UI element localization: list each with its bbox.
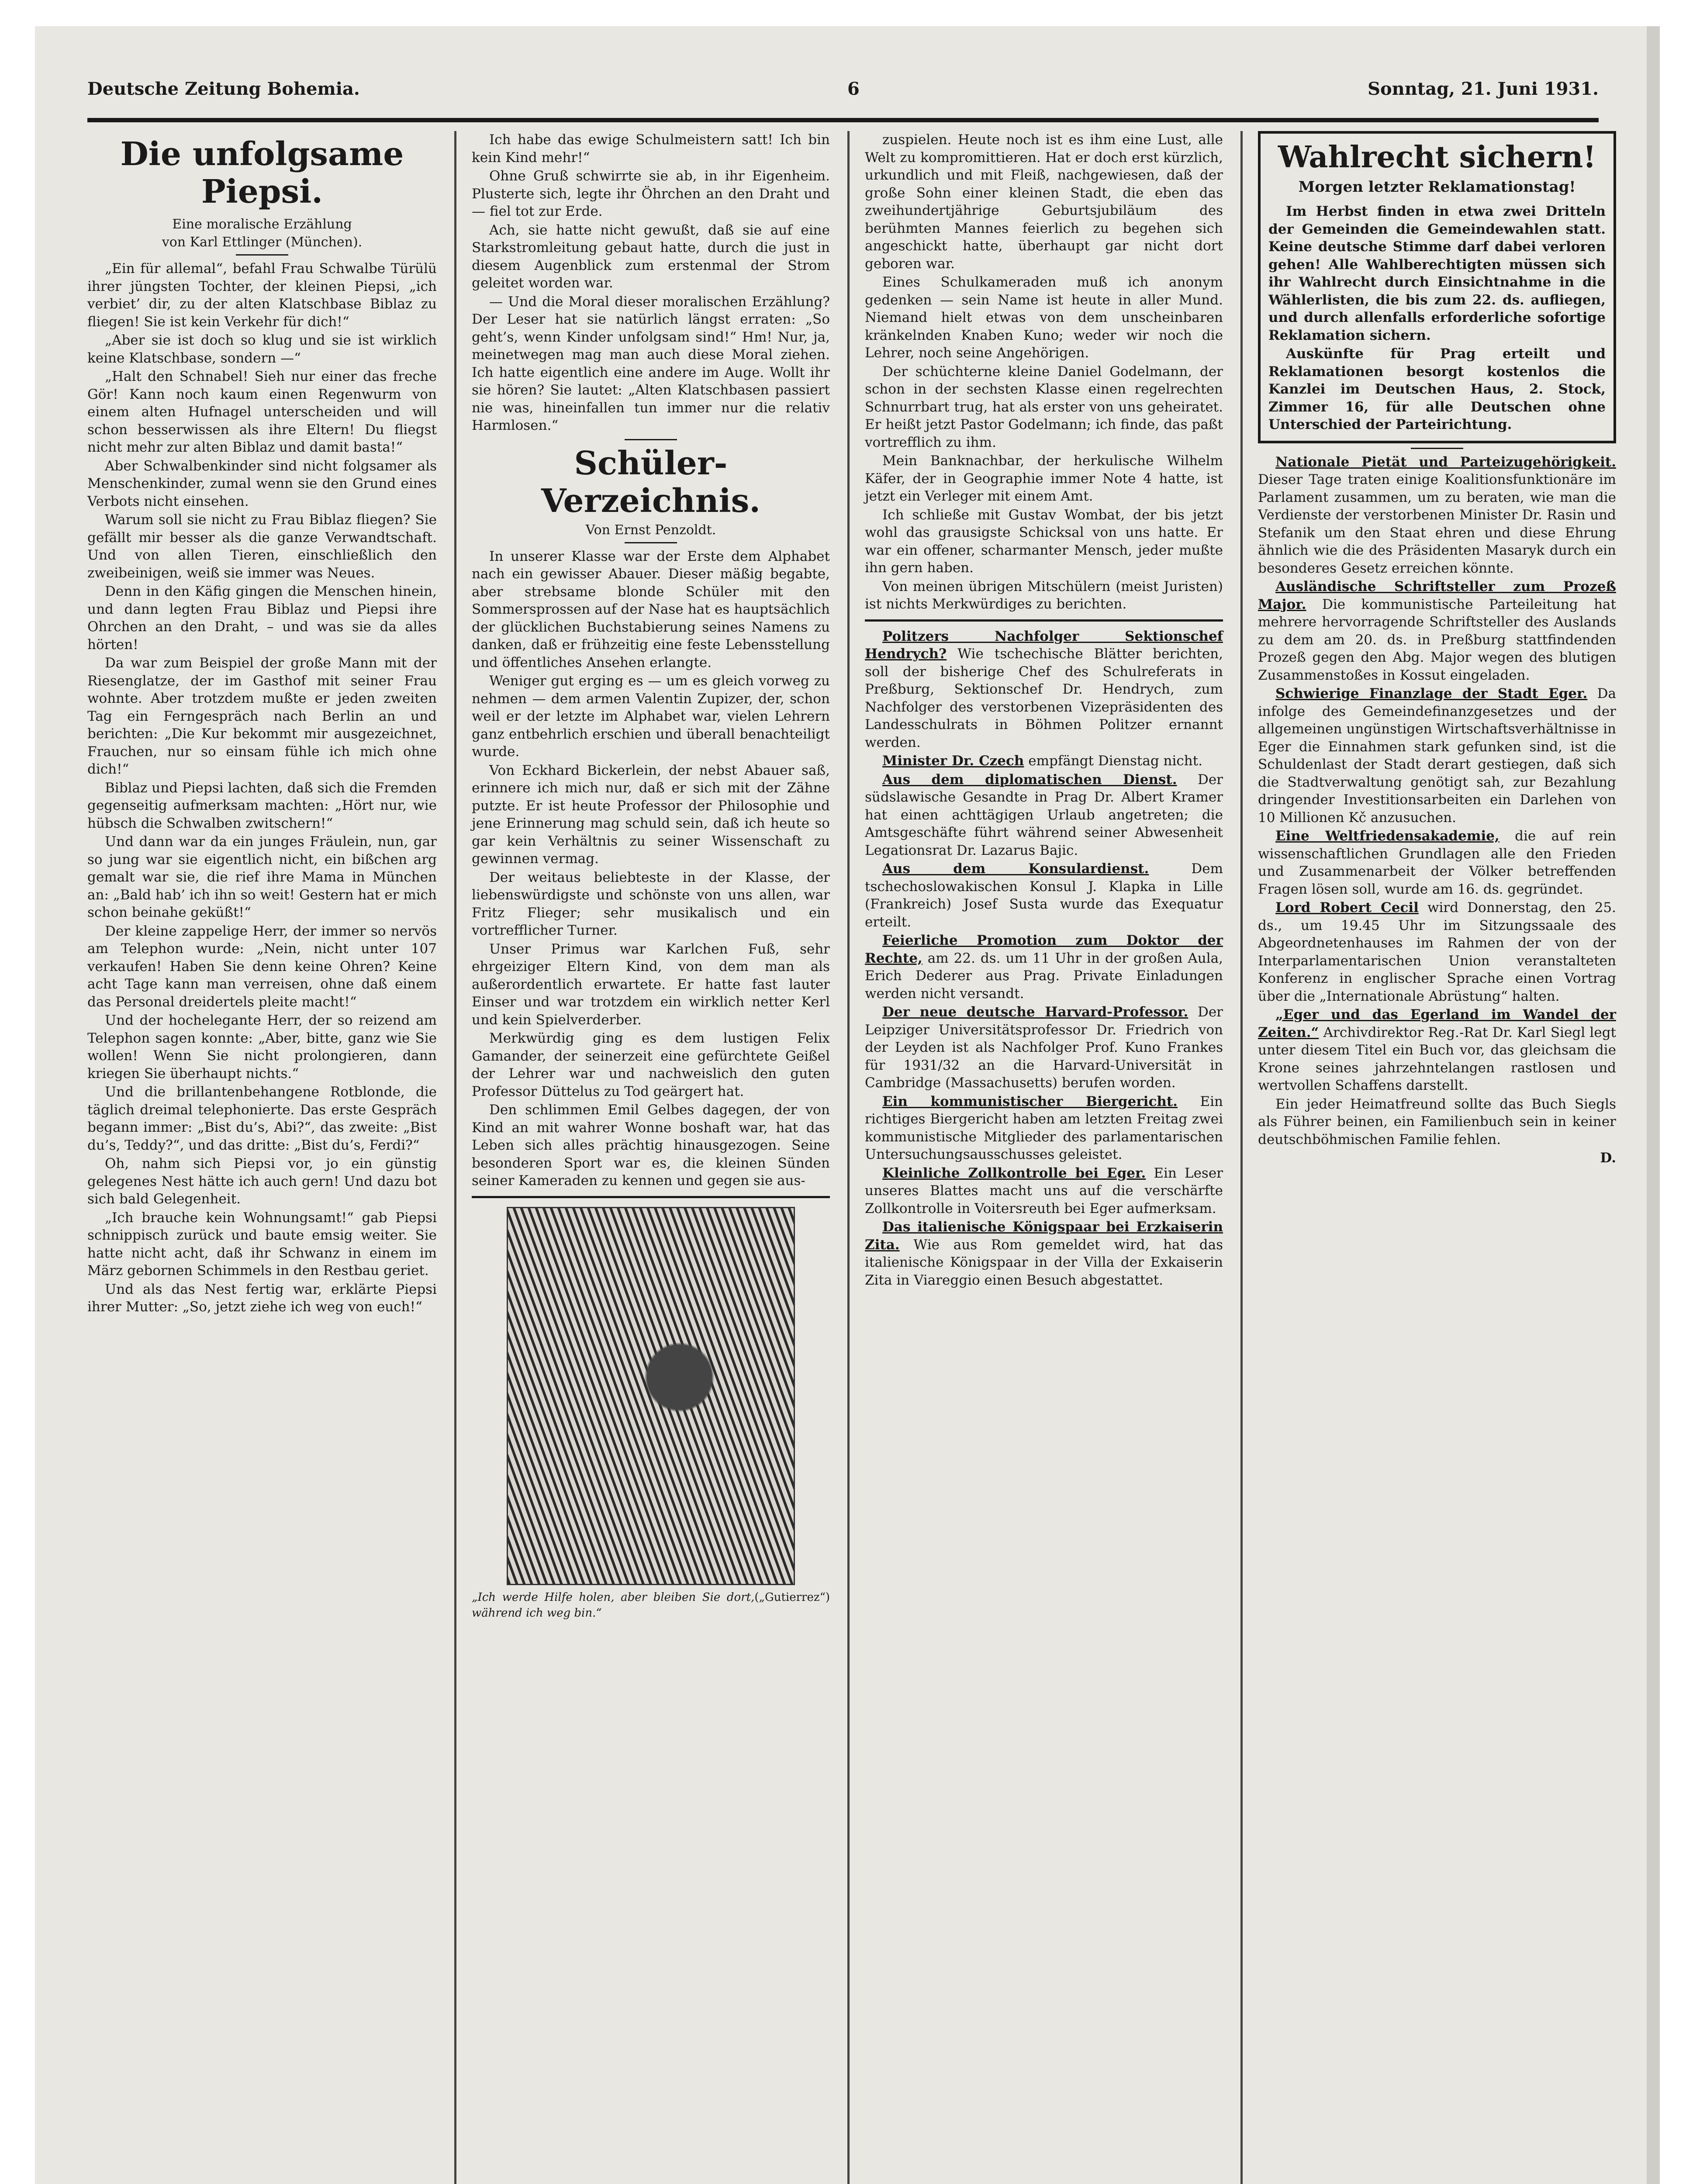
paragraph: Merkwürdig ging es dem lustigen Felix Gamander, der seinerzeit eine gefürchtete Geißel der Lehrer war und nachweislich den guten Professor Düttelus zu Tod geärgert hat. (472, 1030, 830, 1099)
article-body (87, 260, 437, 1316)
page-header (87, 70, 1599, 114)
cartoon-illustration (507, 1207, 795, 1585)
news-item (865, 752, 1223, 770)
divider (472, 1196, 830, 1198)
paragraph: „Halt den Schnabel! Sieh nur einer das freche Gör! Kann noch kaum einen Regenwurm von einem alten Hufnagel unterscheiden und will schon besserwissen als ihre Eltern! Du fliegst nicht mehr zur alten Biblaz und damit basta!“ (87, 369, 437, 455)
paragraph: Ich habe das ewige Schulmeistern satt! Ich bin kein Kind mehr!“ (472, 132, 830, 166)
paragraph: Und dann war da ein junges Fräulein, nun, gar so jung war sie eigentlich nicht, ein bißchen arg gemalt war sie, die rief ihre Mama in München an: „Bald hab’ ich ihn so weit! Gestern hat er mich schon beinahe geküßt!“ (87, 834, 437, 920)
paragraph: Da war zum Beispiel der große Mann mit der Riesenglatze, der im Gasthof mit seiner Frau wohnte. Aber trotzdem mußte er jeden zweiten Tag ein Ferngespräch nach Berlin an und berichten: „Die Kur bekommt mir ausgezeichnet, Frauchen, nur so einsam fühle ich mich ohne dich!“ (87, 655, 437, 777)
paragraph: Eines Schulkameraden muß ich anonym gedenken — sein Name ist heute in aller Mund. Niemand hielt etwas von dem unscheinbaren kränkelnden Knaben Kuno; weder wir noch die Lehrer, noch seine Angehörigen. (865, 274, 1223, 361)
announcement-subtitle: Morgen letzter Reklamationstag! (1298, 178, 1576, 196)
paragraph: Weniger gut erging es — um es gleich vorweg zu nehmen — dem armen Valentin Zupizer, der, schon weil er der letzte im Alphabet war, vielen Lehrern ganz entbehrlich erschien und überall benachteiligt wurde. (472, 673, 830, 760)
news-item (1258, 578, 1616, 684)
caption-credit: („Gutierrez“) (754, 1590, 830, 1604)
article-author: Von Ernst Penzoldt. (585, 522, 716, 538)
paragraph: Warum soll sie nicht zu Frau Biblaz fliegen? Sie gefällt mir besser als die ganze Verwandtschaft. Und von allen Tieren, einschließlich den zweibeinigen, weiß sie immer was Neues. (87, 512, 437, 581)
page-fold-shadow (1647, 26, 1660, 2184)
news-headline: Der neue deutsche Harvard-Professor. (882, 1004, 1188, 1020)
news-text: Ein richtiges Biergericht haben am letzten Freitag zwei kommunistische Mitglieder des parlamentarischen Untersuchungsausschusses geleistet. (865, 1093, 1223, 1162)
news-text: Der Leipziger Universitätsprofessor Dr. Friedrich von der Leyden ist als Nachfolger Prof. Kuno Frankes für 1931/32 an die Harvard-Universität in Cambridge (Massachusetts) berufen worden. (865, 1004, 1223, 1091)
article-author: von Karl Ettlinger (München). (162, 235, 363, 250)
paragraph: Ich schließe mit Gustav Wombat, der bis jetzt wohl das grausigste Schicksal von uns hatte. Er war ein offener, scharmanter Mensch, jeder mußte ihn gern haben. (865, 507, 1223, 576)
column-rule (1240, 131, 1243, 2184)
paragraph: Im Herbst finden in etwa zwei Dritteln der Gemeinden die Gemeindewahlen statt. Keine deutsche Stimme darf dabei verloren gehen! Alle Wahlberechtigten müssen sich ihr Wahlrecht durch Einsichtnahme in die Wählerlisten, die bis zum 22. ds. aufliegen, und durch allenfalls erforderliche sofortige Reklamation sichern. (1268, 204, 1606, 343)
column-rule (847, 131, 850, 2184)
news-item (865, 932, 1223, 1002)
divider (236, 254, 288, 256)
news-text: Ein Leser unseres Blattes macht uns auf die verschärfte Zollkontrolle in Voitersreuth bei Eger aufmerksam. (865, 1165, 1223, 1216)
news-headline: Schwierige Finanzlage der Stadt Eger. (1275, 686, 1588, 702)
news-item (1258, 899, 1616, 1005)
column-1 (87, 131, 437, 2184)
paragraph: Aber Schwalbenkinder sind nicht folgsamer als Menschenkinder, zumal wenn sie den Grund eines Verbots nicht einsehen. (87, 458, 437, 509)
announcement-box (1258, 131, 1616, 443)
paragraph: Ach, sie hatte nicht gewußt, daß sie auf eine Starkstromleitung gebaut hatte, durch die just in diesem Augenblick zum erstenmal der Strom geleitet worden war. (472, 222, 830, 291)
column-rule (454, 131, 456, 2184)
news-text: Dieser Tage traten einige Koalitionsfunktionäre im Parlament zusammen, um zu beraten, wie man die Verdienste der verstorbenen Minister Dr. Rasin und Stefanik um den Staat ehren und diese Ehrung ähnlich wie die des Präsidenten Masaryk durch ein besonderes Gesetz erreichen könnte. (1258, 472, 1616, 576)
divider (1411, 448, 1463, 449)
news-text: die auf rein wissenschaftlichen Grundlagen alle den Frieden und Zusammenarbeit der Völker betreffenden Fragen lösen soll, wurde am 16. ds. gegründet. (1258, 828, 1616, 897)
news-text: Wie aus Rom gemeldet wird, hat das italienische Königspaar in der Villa der Exkaiserin Zita in Viareggio einen Besuch abgestattet. (865, 1237, 1223, 1288)
news-headline: Feierliche Promotion zum Doktor der Rechte, (865, 933, 1223, 966)
paragraph: Den schlimmen Emil Gelbes dagegen, der von Kind an mit wahrer Wonne boshaft war, hat das Leben sich alles prächtig hinausgezogen. Seine besonderen Sport war es, die kleinen Sünden seiner Kameraden zu kennen und gegen sie aus- (472, 1102, 830, 1189)
news-headline: Kleinliche Zollkontrolle bei Eger. (882, 1165, 1146, 1181)
column-4 (1258, 131, 1616, 2184)
column-3 (865, 131, 1223, 2184)
paragraph: In unserer Klasse war der Erste dem Alphabet nach ein gewisser Abauer. Dieser mäßig begabte, aber strebsame blonde Schüler mit den Sommersprossen auf der Nase hat es hauptsächlich der glücklichen Buchstabierung seines Namens zu danken, daß er frühzeitig eine feste Lebensstellung und öffentliches Ansehen erlangte. (472, 548, 830, 670)
paragraph: „Ich brauche kein Wohnungsamt!“ gab Piepsi schnippisch zurück und baute emsig weiter. Sie hatte nicht acht, daß ihr Schwanz in einem im März gebornen Schimmels in den Restbau geriet. (87, 1209, 437, 1279)
news-item (1258, 685, 1616, 826)
paragraph: zuspielen. Heute noch ist es ihm eine Lust, alle Welt zu kompromittieren. Hat er doch erst kürzlich, urkundlich und mit Fleiß, nachgewiesen, daß der große Sohn einer kleinen Stadt, die eben das zweihundertjährige Geburtsjubiläum des berühmten Mannes feierlich zu begehen sich angeschickt hatte, überhaupt gar nicht dort geboren war. (865, 132, 1223, 272)
header-rule (87, 118, 1599, 122)
news-text: am 22. ds. um 11 Uhr in der großen Aula, Erich Dederer aus Prag. Private Einladungen werden nicht versandt. (865, 950, 1223, 1002)
news-item (865, 860, 1223, 931)
news-headline: Aus dem diplomatischen Dienst. (882, 771, 1177, 788)
article-subtitle: Eine moralische Erzählung (172, 217, 352, 232)
paragraph: Denn in den Käfig gingen die Menschen hinein, und dann legten Frau Biblaz und Piepsi ihre Ohrchen an den Draht, – und was sie da alles hörten! (87, 584, 437, 653)
news-text: Archivdirektor Reg.-Rat Dr. Karl Siegl legt unter diesem Titel ein Buch vor, das gleichsam die Krone seines jahrzehntelangen rastlosen und wertvollen Schaffens darstellt. (1258, 1024, 1616, 1093)
paragraph: „Aber sie ist doch so klug und sie ist wirklich keine Klatschbase, sondern —“ (87, 332, 437, 366)
news-headline: „Eger und das Egerland im Wandel der Zeiten.“ (1258, 1007, 1616, 1040)
news-headline: Nationale Pietät und Parteizugehörigkeit. (1275, 454, 1616, 470)
page-number: 6 (847, 79, 860, 99)
news-text: Dem tschechoslowakischen Konsul J. Klapka in Lille (Frankreich) Josef Susta wurde das Exequatur erteilt. (865, 861, 1223, 930)
paragraph: „Ein für allemal“, befahl Frau Schwalbe Türülü ihrer jüngsten Tochter, der kleinen Piepsi, „ich verbiet’ dir, zu der alten Klatschbase Biblaz zu fliegen! Sie ist kein Verkehr für dich!“ (87, 261, 437, 330)
paragraph: Der schüchterne kleine Daniel Godelmann, der schon in der sechsten Klasse einen regelrechten Schnurrbart trug, hat als erster von uns geheiratet. Er heißt jetzt Pastor Godelmann; ich finde, das paßt vortrefflich zu ihm. (865, 363, 1223, 450)
paragraph: Oh, nahm sich Piepsi vor, jo ein günstig gelegenes Nest hätte ich auch gern! Und dazu bot sich bald Gelegenheit. (87, 1156, 437, 1207)
divider (625, 542, 677, 543)
issue-date: Sonntag, 21. Juni 1931. (1368, 79, 1599, 99)
paragraph: Und der hochelegante Herr, der so reizend am Telephon sagen konnte: „Aber, bitte, ganz wie Sie wollen! Wenn Sie nicht prolongieren, dann kriegen Sie überhaupt nichts.“ (87, 1013, 437, 1082)
paragraph: Auskünfte für Prag erteilt und Reklamationen besorgt kostenlos die Kanzlei im Deutschen Haus, 2. Stock, Zimmer 16, für alle Deutschen ohne Unterschied der Parteirichtung. (1268, 346, 1606, 432)
news-item (865, 771, 1223, 860)
news-item (1258, 453, 1616, 577)
author-signature: D. (1600, 1150, 1616, 1166)
caption-text: „Ich werde Hilfe holen, aber bleiben Sie dort, während ich weg bin.“ (472, 1590, 755, 1620)
news-text: Die kommunistische Parteileitung hat mehrere hervorragende Schriftsteller des Auslands zu dem am 20. ds. in Preßburg stattfindenden Prozeß gegen den Abg. Major wegen des blutigen Zusammenstoßes in Kossut eingeladen. (1258, 596, 1616, 683)
column-2 (472, 131, 830, 2184)
paragraph: Ohne Gruß schwirrte sie ab, in ihr Eigenheim. Plusterte sich, legte ihr Öhrchen an den Draht und — fiel tot zur Erde. (472, 168, 830, 219)
divider (625, 439, 677, 440)
paragraph: Und die brillantenbehangene Rotblonde, die täglich dreimal telephonierte. Das erste Gespräch begann immer: „Bist du’s, Abi?“, das zweite: „Bist du’s, Teddy?“, und das dritte: „Bist du’s, Ferdi?“ (87, 1084, 437, 1153)
paragraph: Und als das Nest fertig war, erklärte Piepsi ihrer Mutter: „So, jetzt ziehe ich weg von euch!“ (87, 1281, 437, 1315)
news-headline: Minister Dr. Czech (882, 753, 1024, 769)
divider (865, 619, 1223, 622)
paragraph: Mein Banknachbar, der herkulische Wilhelm Käfer, der in Geographie immer Note 4 hatte, ist jetzt ein Verleger mit einem Amt. (865, 453, 1223, 504)
paragraph: — Und die Moral dieser moralischen Erzählung? Der Leser hat sie natürlich längst erraten: „So geht’s, wenn Kinder unfolgsam sind!“ Hm! Nur, ja, meinetwegen mag man auch diese Moral ziehen. Ich hatte eigentlich eine andere im Auge. Wollt ihr sie hören? Sie lautet: „Alten Klatschbasen passiert nie was, hineinfallen tun immer nur die relativ Harmlosen.“ (472, 294, 830, 433)
news-headline: Eine Weltfriedensakademie, (1275, 828, 1499, 844)
news-headline: Lord Robert Cecil (1275, 900, 1419, 916)
paragraph: Biblaz und Piepsi lachten, daß sich die Fremden gegenseitig aufmerksam machten: „Hört nur, wie hübsch die Schwalben zwitschern!“ (87, 780, 437, 831)
paragraph: Von meinen übrigen Mitschülern (meist Juristen) ist nichts Merkwürdiges zu berichten. (865, 578, 1223, 612)
news-item (865, 1165, 1223, 1218)
news-headline: Ausländische Schriftsteller zum Prozeß Major. (1258, 579, 1616, 612)
news-item (865, 628, 1223, 752)
newspaper-name: Deutsche Zeitung Bohemia. (87, 79, 360, 99)
news-item (1258, 1006, 1616, 1095)
news-headline: Aus dem Konsulardienst. (882, 861, 1149, 877)
news-headline: Politzers Nachfolger Sektionschef Hendrych? (865, 628, 1223, 662)
news-headline: Ein kommunistischer Biergericht. (882, 1093, 1178, 1109)
paragraph: Von Eckhard Bickerlein, der nebst Abauer saß, erinnere ich mich nur, daß er sich mit der Zähne putzte. Er ist heute Professor der Philosophie und jene Erinnerung mag schuld sein, daß ich heute so gar kein Verhältnis zu seiner Wissenschaft zu gewinnen vermag. (472, 762, 830, 867)
news-text: Da infolge des Gemeindefinanzgesetzes und der allgemeinen ungünstigen Wirtschaftsverhältnisse in Eger die Einnahmen stark gefunken sind, ist die Schuldenlast der Stadt derart gestiegen, daß sich die Stadtverwaltung genötigt sah, zur Bezahlung dringender Investitionsarbeiten ein Darlehen von 10 Millionen Kč anzusuchen. (1258, 686, 1616, 826)
news-headline: Das italienische Königspaar bei Erzkaiserin Zita. (865, 1219, 1223, 1253)
news-item (865, 1093, 1223, 1164)
news-item (865, 1218, 1223, 1289)
news-text: wird Donnerstag, den 25. ds., um 19.45 Uhr im Sitzungssaale des Abgeordnetenhauses im Rahmen der von der Interparlamentarischen Union veranstalteten Konferenz in englischer Sprache einen Vortrag über die „Internationale Abrüstung“ halten. (1258, 900, 1617, 1004)
news-text: Ein jeder Heimatfreund sollte das Buch Siegls als Führer beinen, ein Familienbuch sein in keiner deutschböhmischen Familie fehlen. (1258, 1096, 1616, 1147)
news-text: Der südslawische Gesandte in Prag Dr. Albert Kramer hat einen achttägigen Urlaub angetreten; die Amtsgeschäfte führt während seiner Abwesenheit Legationsrat Dr. Lazarus Bajic. (865, 771, 1223, 858)
paragraph: Der kleine zappelige Herr, der immer so nervös am Telephon wurde: „Nein, nicht unter 107 verkaufen! Haben Sie denn keine Ohren? Keine acht Tage kann man verreisen, ohne daß einem das Personal dreidertels pleite macht!“ (87, 923, 437, 1010)
article-title: Schüler-Verzeichnis. (541, 444, 761, 520)
announcement-body (1268, 203, 1606, 434)
paragraph: Der weitaus beliebteste in der Klasse, der liebenswürdigste und schönste von uns allen, war Fritz Flieger; sehr musikalisch und ein vortrefflicher Turner. (472, 869, 830, 938)
cartoon-caption (472, 1590, 830, 1621)
news-item (1258, 1095, 1616, 1149)
news-text: Wie tschechische Blätter berichten, soll der bisherige Chef des Schulreferats in Preßburg, Sektionschef Dr. Hendrych, zum Nachfolger des verstorbenen Vizepräsidenten des Landesschulrats in Böhmen Politzer ernannt werden. (865, 646, 1223, 750)
news-text: empfängt Dienstag nicht. (1028, 753, 1203, 769)
news-item (865, 1003, 1223, 1092)
article-title: Die unfolgsame Piepsi. (120, 135, 404, 211)
announcement-title: Wahlrecht sichern! (1278, 140, 1596, 175)
news-item (1258, 827, 1616, 898)
paragraph: Unser Primus war Karlchen Fuß, sehr ehrgeiziger Eltern Kind, von dem man als außerordentlich erwartete. Er hatte fast lauter Einser und war trotzdem ein wirklich netter Kerl und kein Spielverderber. (472, 941, 830, 1028)
